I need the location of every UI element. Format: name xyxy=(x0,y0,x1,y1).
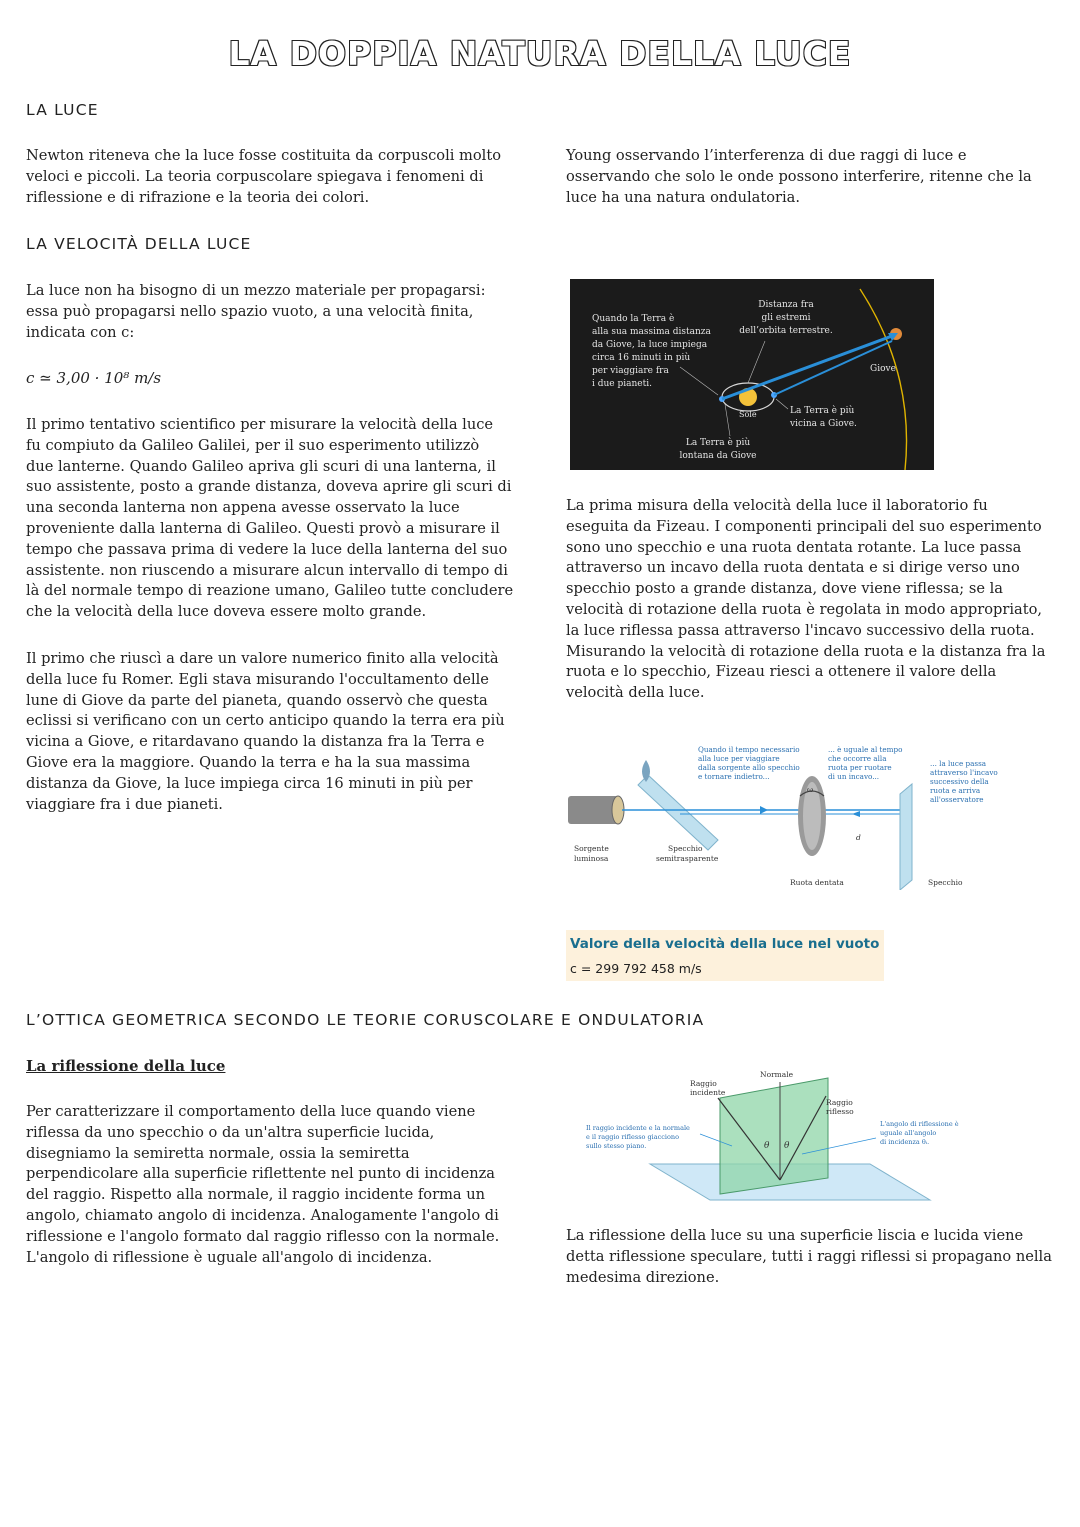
heading-velocita: LA VELOCITÀ DELLA LUCE xyxy=(26,235,252,253)
svg-text:incidente: incidente xyxy=(690,1088,726,1097)
svg-text:ruota e arriva: ruota e arriva xyxy=(930,786,981,795)
subheading-riflessione: La riflessione della luce xyxy=(26,1057,226,1075)
page-title: LA DOPPIA NATURA DELLA LUCE xyxy=(228,34,852,73)
paragraph-fizeau: La prima misura della velocità della luce il laboratorio fu eseguita da Fizeau. I componenti principali del suo esperimento sono uno specchio e una ruota dentata rotante. La luce passa attraverso un incavo della ruota dentata e si dirige verso uno specchio posto a grande distanza, dove viene riflessa; se la velocità di rotazione della ruota è regolata in modo appropriato, la luce riflessa passa attraverso l'incavo successivo della ruota. Misurando la velocità di rotazione della ruota e la distanza fra la ruota e lo specchio, Fizeau riesci a ottenere il valore della velocità della luce. xyxy=(566,497,1046,702)
light-source-icon xyxy=(568,796,618,824)
svg-text:all'osservatore: all'osservatore xyxy=(930,795,984,804)
heading-ottica: L’OTTICA GEOMETRICA SECONDO LE TEORIE CORUSCOLARE E ONDULATORIA xyxy=(26,1011,705,1029)
heading-luce: LA LUCE xyxy=(26,101,99,119)
svg-text:Specchio: Specchio xyxy=(928,878,963,887)
svg-text:di incidenza θᵢ.: di incidenza θᵢ. xyxy=(880,1138,930,1146)
incidence-plane xyxy=(720,1078,828,1194)
svg-text:attraverso l'incavo: attraverso l'incavo xyxy=(930,768,998,777)
paragraph-newton: Newton riteneva che la luce fosse costituita da corpuscoli molto veloci e piccoli. La teoria corpuscolare spiegava i fenomeni di riflessione e di rifrazione e la teoria dei colori. xyxy=(26,147,502,206)
reflection-figure xyxy=(580,1068,1000,1204)
romer-figure xyxy=(570,279,934,470)
speed-box-value: c = 299 792 458 m/s xyxy=(570,961,702,976)
svg-text:Giove: Giove xyxy=(870,364,896,374)
svg-text:Distanza fra: Distanza fra xyxy=(758,300,814,310)
svg-text:lontana da Giove: lontana da Giove xyxy=(679,451,757,461)
svg-text:luminosa: luminosa xyxy=(574,854,609,863)
svg-text:Sorgente: Sorgente xyxy=(574,844,609,853)
svg-text:d: d xyxy=(856,833,861,842)
formula-c: c ≃ 3,00 · 10⁸ m/s xyxy=(26,369,162,387)
paragraph-velocita-intro: La luce non ha bisogno di un mezzo materiale per propagarsi: essa può propagarsi nello spazio vuoto, a una velocità finita, indicata con c: xyxy=(26,282,486,341)
paragraph-speculare: La riflessione della luce su una superficie liscia e lucida viene detta riflessione speculare, tutti i raggi riflessi si propagano nella medesima direzione. xyxy=(566,1227,1052,1286)
svg-text:per viaggiare fra: per viaggiare fra xyxy=(592,366,669,376)
svg-text:vicina a Giove.: vicina a Giove. xyxy=(790,419,857,429)
half-mirror xyxy=(638,775,718,850)
svg-text:dalla sorgente allo specchio: dalla sorgente allo specchio xyxy=(698,763,800,772)
svg-text:Il raggio incidente e la norma: Il raggio incidente e la normale xyxy=(586,1124,690,1132)
svg-text:Normale: Normale xyxy=(760,1070,794,1079)
speed-value-box xyxy=(566,930,884,981)
svg-text:Ruota dentata: Ruota dentata xyxy=(790,878,844,887)
svg-text:circa 16 minuti in più: circa 16 minuti in più xyxy=(592,353,691,363)
svg-text:e tornare indietro...: e tornare indietro... xyxy=(698,772,770,781)
paragraph-riflessione: Per caratterizzare il comportamento della luce quando viene riflessa da uno specchio o da un'altra superficie lucida, disegniamo la semiretta normale, ossia la semiretta perpendicolare alla superficie riflettente nel punto di incidenza del raggio. Rispetto alla normale, il raggio incidente forma un angolo, chiamato angolo di incidenza. Analogamente l'angolo di riflessione e l'angolo formato dal raggio riflesso con la normale. L'angolo di riflessione è uguale all'angolo di incidenza. xyxy=(26,1103,500,1266)
svg-text:i due pianeti.: i due pianeti. xyxy=(592,379,652,389)
svg-text:La Terra è più: La Terra è più xyxy=(685,438,751,448)
svg-text:uguale all'angolo: uguale all'angolo xyxy=(880,1129,937,1137)
svg-text:Raggio: Raggio xyxy=(690,1079,717,1088)
speed-box-title: Valore della velocità della luce nel vuoto xyxy=(570,936,880,952)
svg-text:alla luce per viaggiare: alla luce per viaggiare xyxy=(698,754,780,763)
svg-text:che occorre alla: che occorre alla xyxy=(828,754,887,763)
svg-text:La Terra è più: La Terra è più xyxy=(790,406,855,416)
svg-text:ruota per ruotare: ruota per ruotare xyxy=(828,763,892,772)
paragraph-young: Young osservando l’interferenza di due raggi di luce e osservando che solo le onde possono interferire, ritenne che la luce ha una natura ondulatoria. xyxy=(566,147,1032,206)
svg-text:... la luce passa: ... la luce passa xyxy=(930,759,987,768)
svg-text:Quando la Terra è: Quando la Terra è xyxy=(592,314,675,324)
svg-text:Specchio: Specchio xyxy=(668,844,703,853)
svg-text:... è uguale al tempo: ... è uguale al tempo xyxy=(828,745,903,754)
svg-text:di un incavo...: di un incavo... xyxy=(828,772,880,781)
svg-text:gli estremi: gli estremi xyxy=(761,313,811,323)
paragraph-galileo: Il primo tentativo scientifico per misurare la velocità della luce fu compiuto da Galileo Galilei, per il suo esperimento utilizzò due lanterne. Quando Galileo apriva gli scuri di una lanterna, il suo assistente, posto a grande distanza, doveva aprire gli scuri di una seconda lanterna non appena avesse osservato la luce proveniente dalla lanterna di Galileo. Questi provò a misurare il tempo che passava prima di vedere la luce della lanterna del suo assistente. non riuscendo a misurare alcun intervallo di tempo di là del normale tempo di reazione umano, Galileo tutte concludere che la velocità della luce doveva essere molto grande. xyxy=(26,416,514,621)
far-mirror xyxy=(900,784,912,890)
svg-text:Sole: Sole xyxy=(739,410,757,419)
fizeau-figure xyxy=(560,740,1020,890)
svg-text:da Giove, la luce impiega: da Giove, la luce impiega xyxy=(592,340,708,350)
svg-text:successivo della: successivo della xyxy=(930,777,989,786)
svg-text:θ: θ xyxy=(764,1141,770,1151)
paragraph-romer: Il primo che riuscì a dare un valore numerico finito alla velocità della luce fu Romer. Egli stava misurando l'occultamento delle lune di Giove da parte del pianeta, quando osservò che questa eclissi si verificano con un certo anticipo quando la terra era più vicina a Giove, e ritardavano quando la distanza fra la Terra e Giove era la maggiore. Quando la terra e ha la sua massima distanza da Giove, la luce impiega circa 16 minuti in più per viaggiare fra i due pianeti. xyxy=(26,650,505,813)
svg-text:ω: ω xyxy=(807,785,814,794)
svg-text:e il raggio riflesso giacciono: e il raggio riflesso giacciono xyxy=(586,1133,680,1141)
svg-text:alla sua massima distanza: alla sua massima distanza xyxy=(592,327,711,337)
svg-text:dell’orbita terrestre.: dell’orbita terrestre. xyxy=(739,326,833,336)
svg-text:θ: θ xyxy=(784,1141,790,1151)
svg-text:riflesso: riflesso xyxy=(826,1107,854,1116)
svg-text:sullo stesso piano.: sullo stesso piano. xyxy=(586,1142,647,1150)
svg-text:Quando il tempo necessario: Quando il tempo necessario xyxy=(698,745,800,754)
svg-text:L'angolo di riflessione è: L'angolo di riflessione è xyxy=(880,1120,959,1128)
svg-text:semitrasparente: semitrasparente xyxy=(656,854,719,863)
svg-text:Raggio: Raggio xyxy=(826,1098,853,1107)
